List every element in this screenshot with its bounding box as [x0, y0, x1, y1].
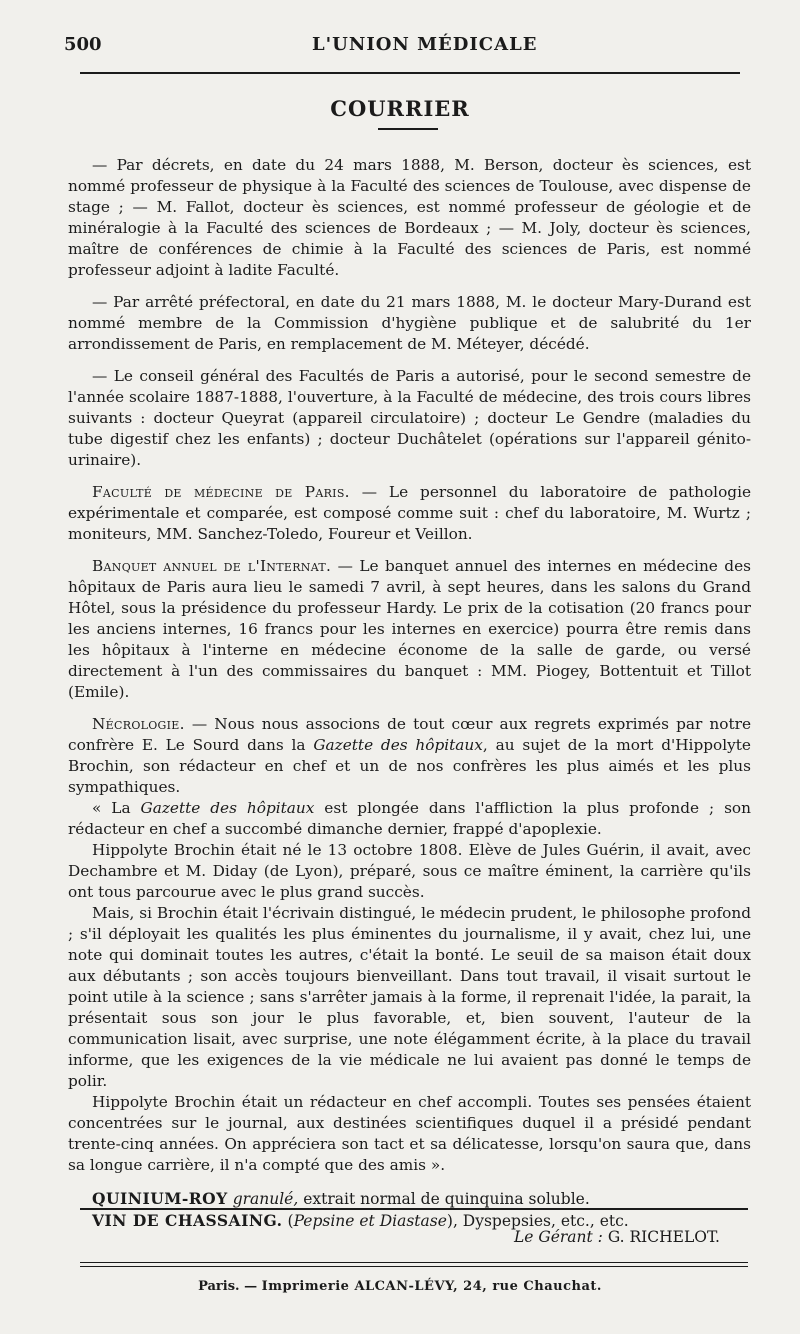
paragraph-text: « La [92, 799, 141, 817]
ad-product-name: QUINIUM-ROY [92, 1189, 228, 1208]
gerant-name: G. RICHELOT. [602, 1228, 720, 1246]
footer-rule [80, 1266, 748, 1267]
page-number: 500 [64, 34, 102, 55]
paragraph-text: est plongée dans l'affliction la plus profonde ; son rédacteur en chef a succombé dimanche dernier, frappé d'apoplexie. [68, 799, 751, 838]
gerant-signature [514, 1228, 720, 1246]
paragraph-conseil: — Le conseil général des Facultés de Paris a autorisé, pour le second semestre de l'année scolaire 1887-1888, l'ouverture, à la Faculté de médecine, des trois cours libres suivants : docteur Queyrat (appareil circulatoire) ; docteur Le Gendre (maladies du tube digestif chez les enfants) ; docteur Duchâtelet (opérations sur l'appareil génito-urinaire). [68, 367, 751, 469]
ad-text: ( [282, 1212, 294, 1230]
section-title-underline [378, 128, 438, 130]
header-rule [80, 72, 740, 74]
paragraph-biography: Hippolyte Brochin était né le 13 octobre 1808. Elève de Jules Guérin, il avait, avec Dechambre et M. Diday (de Lyon), préparé, sous ce maître éminent, la carrière qu'ils ont tous parcourue avec le plus grand succès. [68, 841, 751, 901]
printer-prefix: Paris. — [198, 1279, 262, 1294]
paragraph-quote [68, 798, 751, 840]
article-body [68, 155, 751, 1232]
paragraph-text: — Nous nous associons de tout cœur aux regrets exprimés par notre confrère E. Le Sourd dans la [68, 715, 751, 754]
footer-rule [80, 1262, 748, 1263]
paragraph-character: Mais, si Brochin était l'écrivain distingué, le médecin prudent, le philosophe profond ; s'il déployait les qualités les plus éminentes du journalisme, il y avait, chez lui, une note qui dominait toutes les autres, c'était la bonté. Le seuil de sa maison était doux aux débutants ; son accès toujours bienveillant. Dans tout travail, il visait surtout le point utile à la science ; sans s'arrêter jamais à la forme, il reprenait l'idée, la parait, la présentait sous son jour le plus favorable, et, bien souvent, l'auteur de la communication lisait, avec surprise, une note élégamment écrite, à la place du travail informe, que les exigences de la vie médicale ne lui avaient pas donné le temps de polir. [68, 904, 751, 1090]
printer-imprint [0, 1279, 800, 1294]
footer-rule [80, 1208, 748, 1210]
paragraph-heading: Faculté de médecine de Paris. [92, 483, 350, 501]
ad-text: extrait normal de quinquina soluble. [298, 1190, 590, 1208]
journal-title: L'UNION MÉDICALE [312, 34, 538, 55]
ad-italic: Pepsine et Diastase [293, 1212, 447, 1230]
page-header [64, 34, 734, 64]
paragraph-text: — Le personnel du laboratoire de pathologie expérimentale et comparée, est composé comme suit : chef du laboratoire, M. Wurtz ; moniteurs, MM. Sanchez-Toledo, Foureur et Veillon. [68, 483, 752, 543]
ad-italic: granulé, [232, 1190, 299, 1208]
paragraph-arrete: — Par arrêté préfectoral, en date du 21 mars 1888, M. le docteur Mary-Durand est nommé membre de la Commission d'hygiène publique et de salubrité du 1er arrondissement de Paris, en remplacement de M. Méteyer, décédé. [68, 293, 751, 353]
journal-name: Gazette des hôpitaux [313, 736, 483, 754]
gerant-label: Le Gérant : [513, 1228, 603, 1246]
paragraph-text: , au sujet de la mort d'Hippolyte Brochin, son rédacteur en chef et un de nos confrères les plus aimés et les plus sympathiques. [68, 736, 751, 796]
journal-name: Gazette des hôpitaux [140, 799, 315, 817]
paragraph-editor: Hippolyte Brochin était un rédacteur en chef accompli. Toutes ses pensées étaient concentrées sur le journal, aux destinées scientifiques duquel il a présidé pendant trente-cinq années. On appréciera son tact et sa délicatesse, lorsqu'on saura que, dans sa longue carrière, il n'a compté que des amis ». [68, 1093, 751, 1174]
section-title: COURRIER [330, 96, 470, 121]
paragraph-necrologie [68, 714, 751, 798]
printer-name: Imprimerie ALCAN-LÉVY, 24, rue Chauchat. [261, 1279, 602, 1294]
paragraph-banquet [68, 556, 751, 703]
paragraph-text: — Le banquet annuel des internes en médecine des hôpitaux de Paris aura lieu le samedi 7 avril, à sept heures, dans les salons du Grand Hôtel, sous la présidence du professeur Hardy. Le prix de la cotisation (20 francs pour les anciens internes, 16 francs pour les internes en exercice) pourra être remis dans les hôpitaux à l'interne en médecine économe de la salle de garde, ou versé directement à l'un des commissaires du banquet : MM. Piogey, Bottentuit et Tillot (Emile). [68, 557, 751, 701]
paragraph-faculte [68, 482, 751, 545]
paragraph-heading: Nécrologie. [92, 715, 185, 733]
paragraph-decrets: — Par décrets, en date du 24 mars 1888, M. Berson, docteur ès sciences, est nommé professeur de physique à la Faculté des sciences de Toulouse, avec dispense de stage ; — M. Fallot, docteur ès sciences, est nommé professeur de géologie et de minéralogie à la Faculté des sciences de Bordeaux ; — M. Joly, docteur ès sciences, maître de conférences de chimie à la Faculté des sciences de Paris, est nommé professeur adjoint à ladite Faculté. [68, 156, 751, 279]
advertisement-quinium [68, 1188, 751, 1210]
ad-text: ), Dyspepsies, etc., etc. [446, 1212, 629, 1230]
paragraph-heading: Banquet annuel de l'Internat. [92, 557, 332, 575]
ad-product-name: VIN DE CHASSAING. [92, 1211, 283, 1230]
